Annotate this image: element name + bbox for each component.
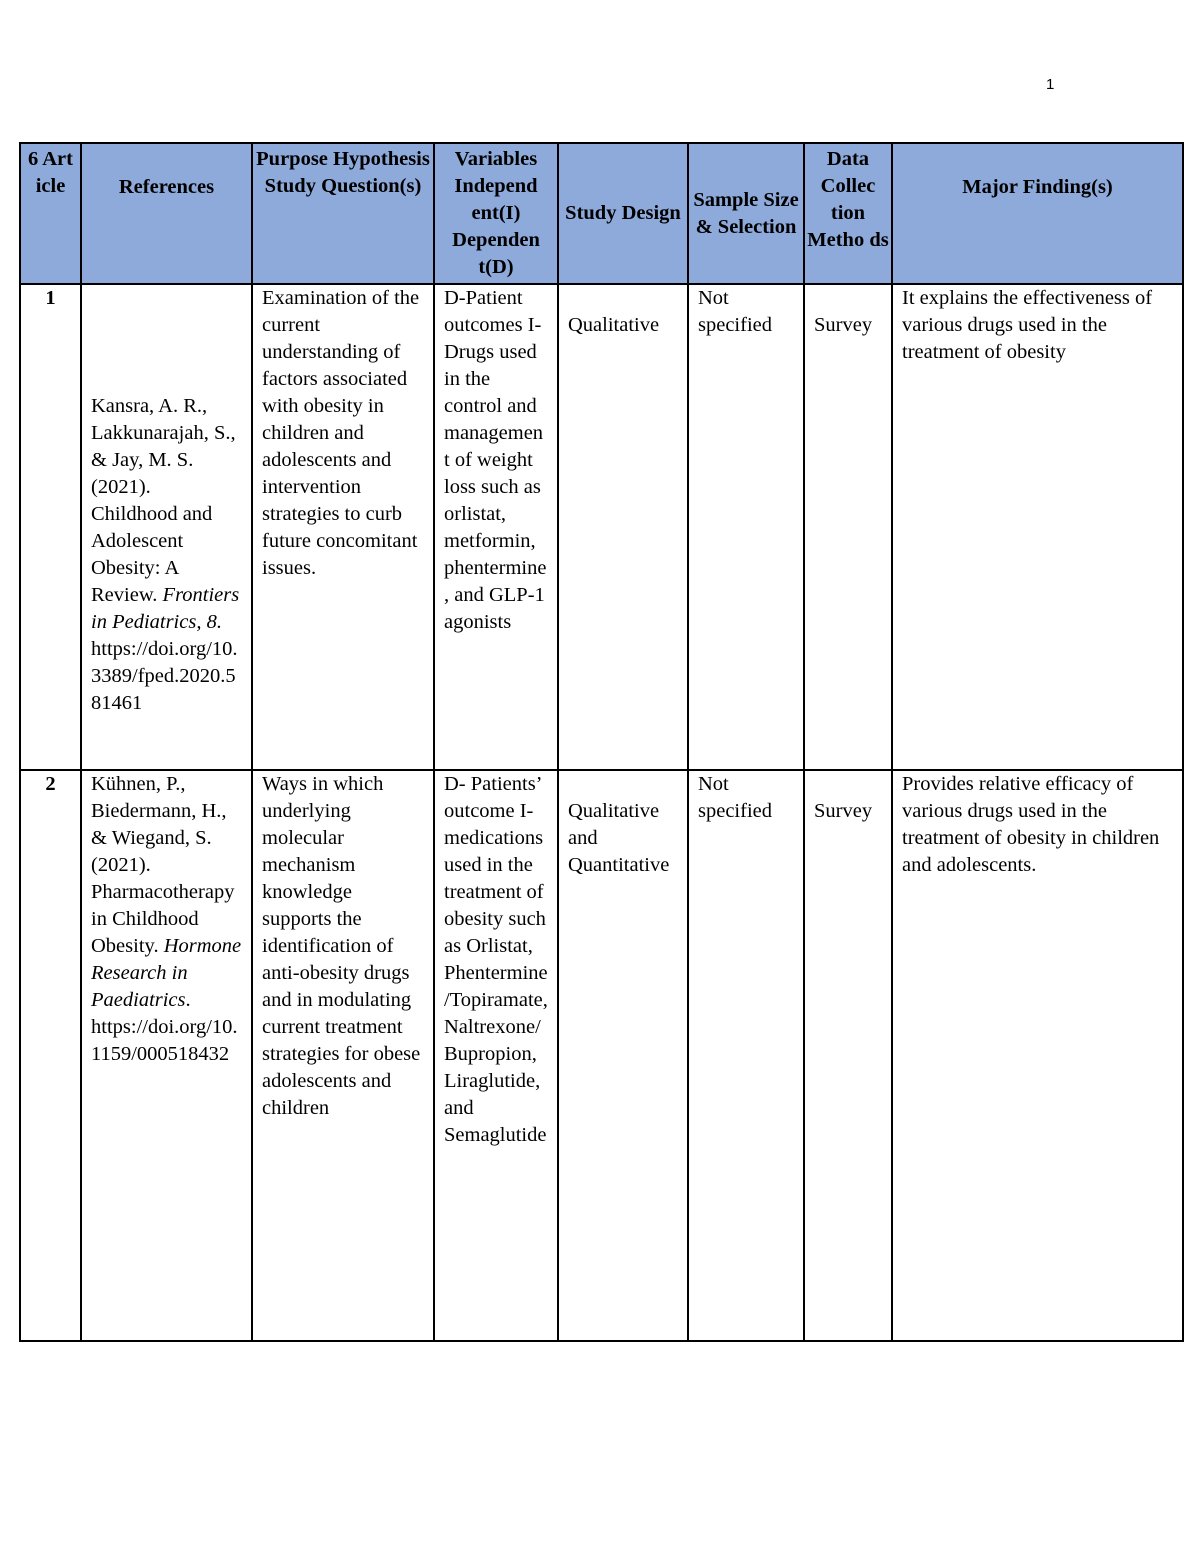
- method-cell: [804, 770, 892, 1341]
- table-row: [20, 284, 1183, 770]
- method-text: Survey: [814, 314, 873, 336]
- spacer: [568, 285, 678, 312]
- header-sample-size: Sample Size & Selection: [688, 143, 804, 284]
- reference-text-block: [91, 771, 242, 1068]
- reference-doi: . https://doi.org/10.1159/000518432: [91, 989, 238, 1065]
- reference-text: Kühnen, P., Biedermann, H., & Wiegand, S. (2021). Pharmacotherapy in Childhood Obesity.: [91, 773, 235, 957]
- header-variables: Variables Independ ent(I) Dependen t(D): [434, 143, 558, 284]
- finding-cell: It explains the effectiveness of various drugs used in the treatment of obesity: [892, 284, 1183, 770]
- study-design-cell: [558, 770, 688, 1341]
- purpose-cell: Ways in which underlying molecular mechanism knowledge supports the identification of anti-obesity drugs and in modulating current treatment strategies for obese adolescents and children: [252, 770, 434, 1341]
- header-study-design: Study Design: [558, 143, 688, 284]
- variables-cell: D- Patients’ outcome I- medications used in the treatment of obesity such as Orlistat, Phentermine/Topiramate, Naltrexone/Bupropion, Liraglutide, and Semaglutide: [434, 770, 558, 1341]
- header-data-collection: Data Collec tion Metho ds: [804, 143, 892, 284]
- reference-text-block: [91, 285, 242, 717]
- article-number: 1: [20, 284, 81, 770]
- study-design-text: Qualitative and Quantitative: [568, 800, 670, 876]
- purpose-cell: Examination of the current understanding of factors associated with obesity in children and adolescents and intervention strategies to curb future concomitant issues.: [252, 284, 434, 770]
- reference-journal: Frontiers in Pediatrics, 8.: [91, 584, 240, 633]
- article-number: 2: [20, 770, 81, 1341]
- header-major-findings: Major Finding(s): [892, 143, 1183, 284]
- table-header-row: [20, 143, 1183, 284]
- variables-cell: D-Patient outcomes I- Drugs used in the control and management of weight loss such as orlistat, metformin, phentermine, and GLP-1 agonists: [434, 284, 558, 770]
- literature-matrix-table: [19, 142, 1184, 1342]
- sample-cell: Not specified: [688, 770, 804, 1341]
- spacer: [814, 285, 882, 312]
- reference-cell: [81, 284, 252, 770]
- reference-doi: https://doi.org/10.3389/fped.2020.581461: [91, 638, 238, 714]
- reference-cell: [81, 770, 252, 1341]
- header-references: References: [81, 143, 252, 284]
- table-row: [20, 770, 1183, 1341]
- sample-cell: Not specified: [688, 284, 804, 770]
- finding-cell: Provides relative efficacy of various drugs used in the treatment of obesity in children and adolescents.: [892, 770, 1183, 1341]
- reference-text: Kansra, A. R., Lakkunarajah, S., & Jay, M. S. (2021). Childhood and Adolescent Obesity: A Review.: [91, 395, 236, 606]
- page-number: 1: [1046, 76, 1055, 93]
- header-purpose: Purpose Hypothesis Study Question(s): [252, 143, 434, 284]
- study-design-text: Qualitative: [568, 314, 660, 336]
- header-article: 6 Art icle: [20, 143, 81, 284]
- spacer: [814, 771, 882, 798]
- method-text: Survey: [814, 800, 873, 822]
- spacer: [568, 771, 678, 798]
- reference-journal: Hormone Research in Paediatrics: [91, 935, 242, 1011]
- study-design-cell: [558, 284, 688, 770]
- method-cell: [804, 284, 892, 770]
